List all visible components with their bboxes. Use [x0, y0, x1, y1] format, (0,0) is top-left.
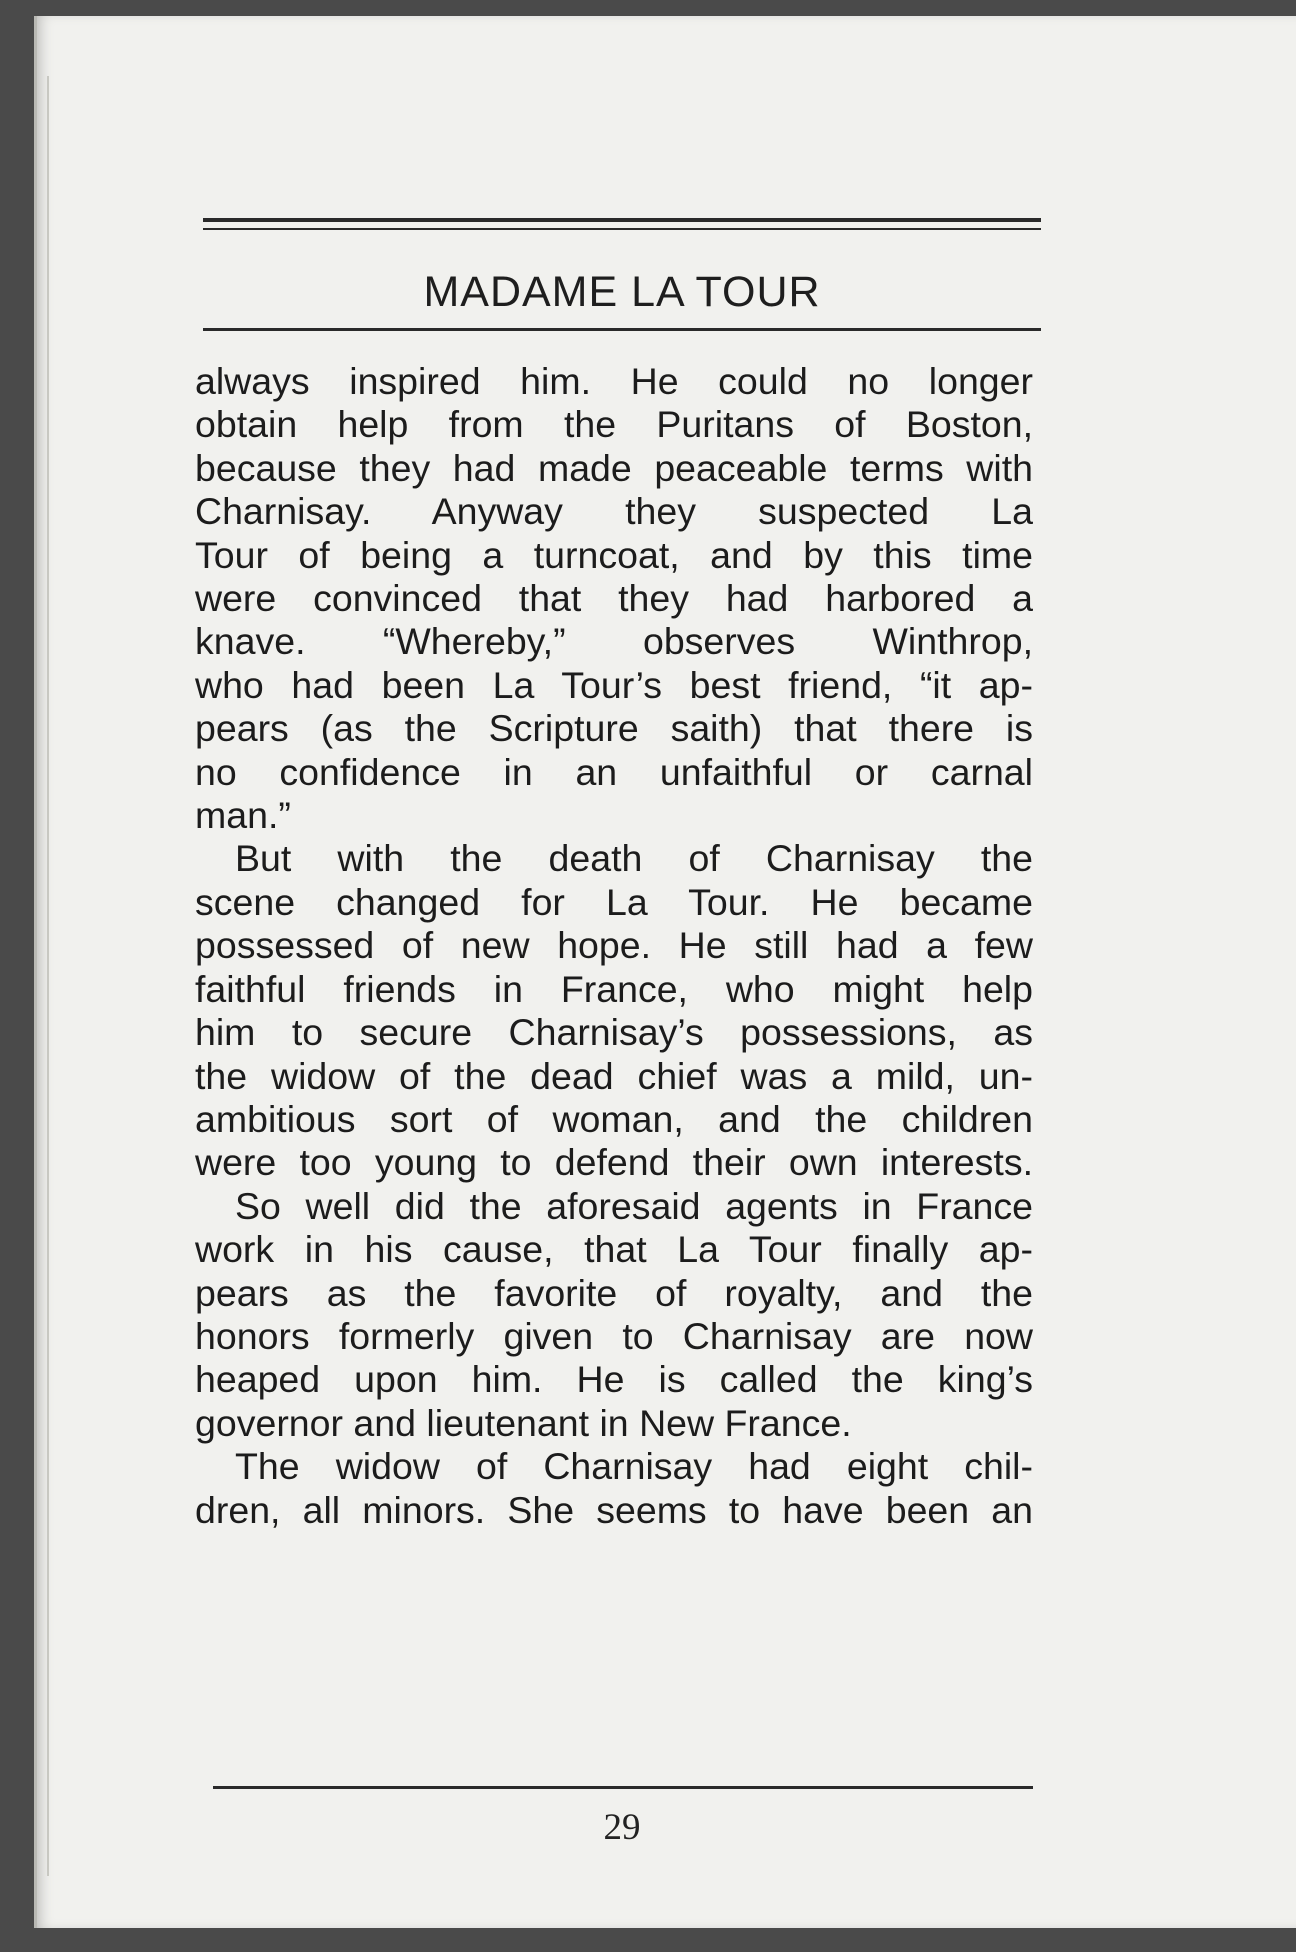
paragraph-1: [195, 360, 1033, 837]
text-line: possessed of new hope. He still had a few: [195, 924, 1033, 967]
header-rule-thick: [203, 218, 1041, 222]
text-line: pears as the favorite of royalty, and the: [195, 1271, 1033, 1314]
text-line: ambitious sort of woman, and the children: [195, 1097, 1033, 1140]
text-line: who had been La Tour’s best friend, “it ap-: [195, 663, 1033, 706]
text-line: obtain help from the Puritans of Boston,: [195, 403, 1033, 446]
text-line: So well did the aforesaid agents in France: [235, 1184, 1033, 1227]
paragraph-3: [195, 1185, 1033, 1445]
text-line: The widow of Charnisay had eight chil-: [235, 1445, 1033, 1488]
text-line: no confidence in an unfaithful or carnal: [195, 750, 1033, 793]
paragraph-2: [195, 837, 1033, 1184]
page-gutter: [47, 76, 49, 1876]
running-head-underline: [203, 328, 1041, 331]
footer-rule: [213, 1786, 1033, 1789]
text-line: were too young to defend their own interests.: [195, 1141, 1033, 1184]
text-line: But with the death of Charnisay the: [235, 837, 1033, 880]
text-line: governor and lieutenant in New France.: [195, 1401, 852, 1444]
text-line: scene changed for La Tour. He became: [195, 880, 1033, 923]
text-line: were convinced that they had harbored a: [195, 577, 1033, 620]
text-line: pears (as the Scripture saith) that there is: [195, 707, 1033, 750]
text-line: dren, all minors. She seems to have been an: [195, 1488, 1033, 1531]
text-line: because they had made peaceable terms with: [195, 446, 1033, 489]
text-line: work in his cause, that La Tour finally ap-: [195, 1228, 1033, 1271]
text-line: always inspired him. He could no longer: [195, 360, 1033, 402]
text-line: him to secure Charnisay’s possessions, as: [195, 1011, 1033, 1054]
text-line: man.”: [195, 794, 291, 837]
page-number: 29: [603, 1807, 641, 1848]
text-line: knave. “Whereby,” observes Winthrop,: [195, 620, 1033, 663]
paragraph-4: [195, 1445, 1033, 1532]
text-line: the widow of the dead chief was a mild, un-: [195, 1054, 1033, 1097]
text-line: honors formerly given to Charnisay are now: [195, 1314, 1033, 1357]
header-double-rule: [203, 218, 1041, 235]
header-rule-thin: [203, 228, 1041, 230]
text-line: faithful friends in France, who might help: [195, 967, 1033, 1010]
text-line: heaped upon him. He is called the king’s: [195, 1358, 1033, 1401]
text-line: Tour of being a turncoat, and by this time: [195, 533, 1033, 576]
running-head: MADAME LA TOUR: [423, 268, 821, 316]
body-text: [195, 360, 1033, 1532]
text-line: Charnisay. Anyway they suspected La: [195, 490, 1033, 533]
